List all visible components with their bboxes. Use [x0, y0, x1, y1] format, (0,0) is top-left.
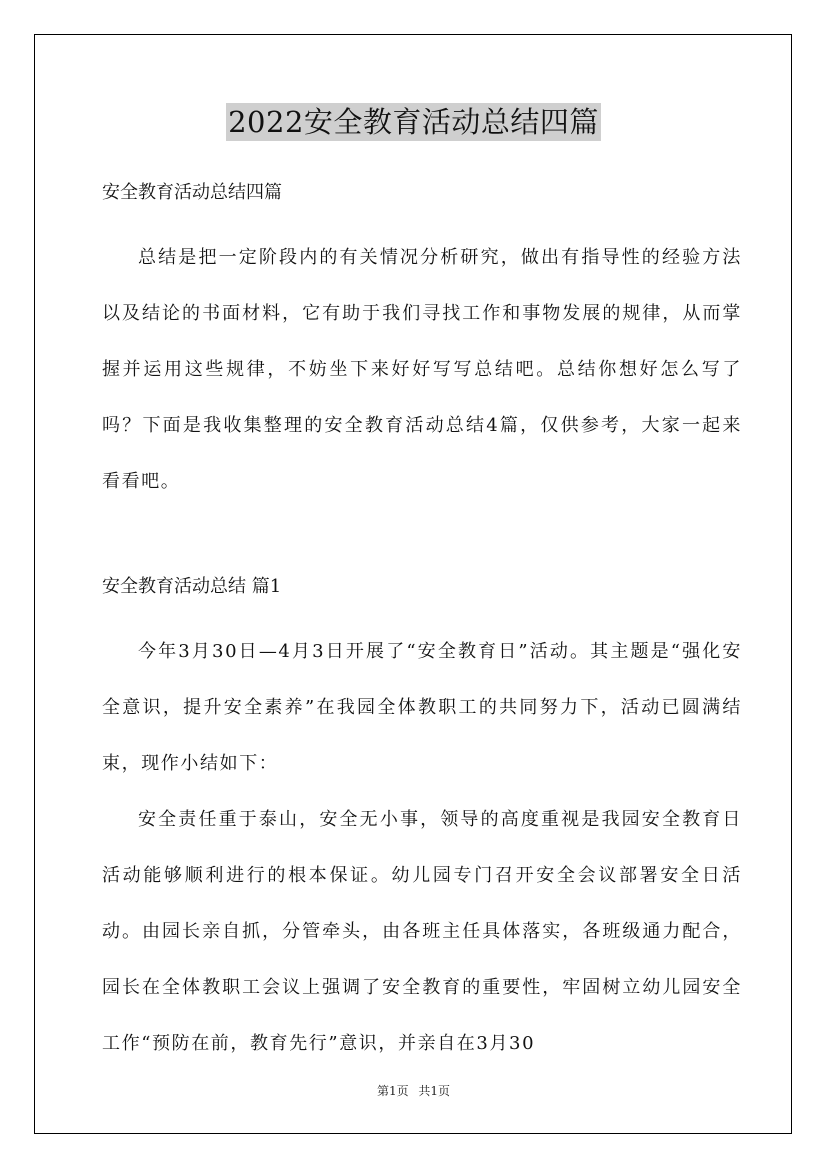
intro-heading: 安全教育活动总结四篇	[102, 182, 282, 203]
title-container	[0, 103, 827, 141]
body-paragraph-1: 今年3月30日—4月3日开展了“安全教育日”活动。其主题是“强化安全意识，提升安全素养”在我园全体教职工的共同努力下，活动已圆满结束，现作小结如下：	[102, 641, 742, 774]
section-heading: 安全教育活动总结 篇1	[102, 576, 282, 597]
intro-paragraph: 总结是把一定阶段内的有关情况分析研究，做出有指导性的经验方法以及结论的书面材料，它有助于我们寻找工作和事物发展的规律，从而掌握并运用这些规律，不妨坐下来好好写写总结吧。总结你想好怎么写了吗？下面是我收集整理的安全教育活动总结4篇，仅供参考，大家一起来看看吧。	[102, 247, 742, 492]
page-footer	[0, 1083, 827, 1099]
document-body	[102, 180, 742, 1072]
page-number: 第1页	[376, 1084, 409, 1098]
page-total: 共1页	[418, 1084, 451, 1098]
document-title: 2022安全教育活动总结四篇	[228, 105, 599, 139]
body-paragraph-2: 安全责任重于泰山，安全无小事，领导的高度重视是我园安全教育日活动能够顺利进行的根本保证。幼儿园专门召开安全会议部署安全日活动。由园长亲自抓，分管牵头，由各班主任具体落实，各班级通力配合，园长在全体教职工会议上强调了安全教育的重要性，牢固树立幼儿园安全工作“预防在前，教育先行”意识，并亲自在3月30	[102, 809, 742, 1054]
